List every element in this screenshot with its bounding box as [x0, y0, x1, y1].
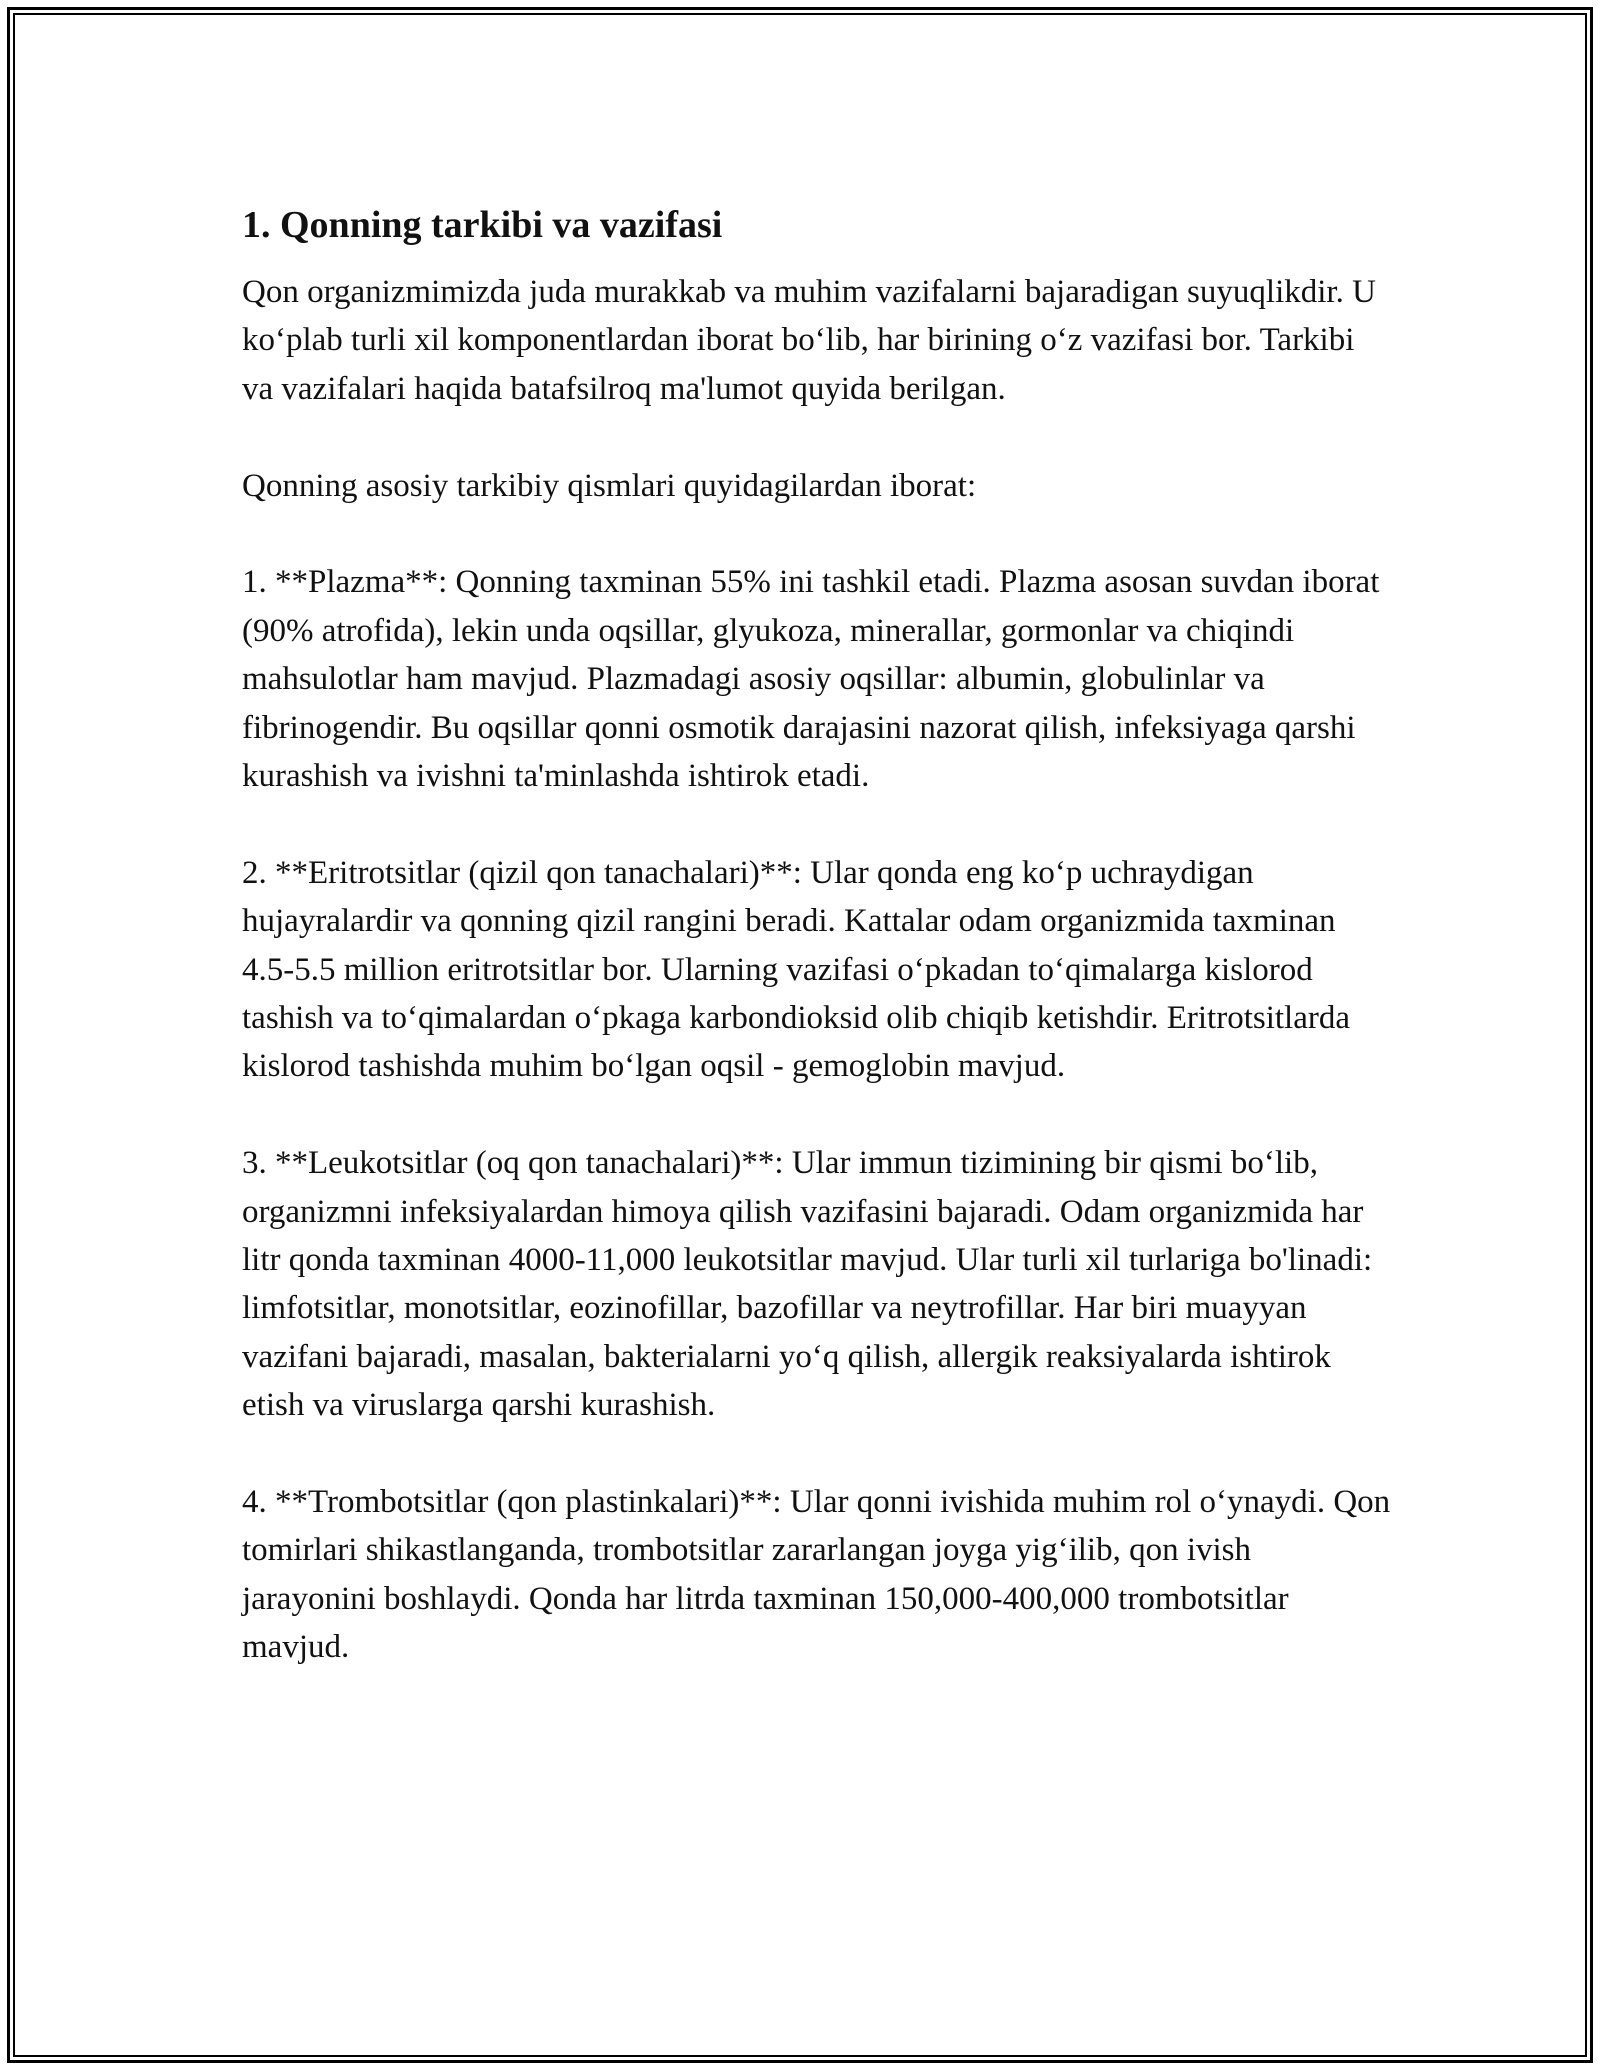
leukocytes-paragraph: 3. **Leukotsitlar (oq qon tanachalari)**: Ular immun tizimining bir qismi bo‘lib, organizmni infeksiyalardan himoya qilish vazifasini bajaradi. Odam organizmida har litr qonda taxminan 4000-11,000 leukotsitlar mavjud. Ular turli xil turlariga bo'linadi: limfotsitlar, monotsitlar, eozinofillar, bazofillar va neytrofillar. Har biri muayyan vazifani bajaradi, masalan, bakterialarni yo‘q qilish, allergik reaksiyalarda ishtirok etish va viruslarga qarshi kurashish. [242, 1145, 1373, 1424]
document-body [242, 201, 1392, 1672]
plasma-paragraph: 1. **Plazma**: Qonning taxminan 55% ini tashkil etadi. Plazma asosan suvdan iborat (90% atrofida), lekin unda oqsillar, glyukoza, minerallar, gormonlar va chiqindi mahsulotlar ham mavjud. Plazmadagi asosiy oqsillar: albumin, globulinlar va fibrinogendir. Bu oqsillar qonni osmotik darajasini nazorat qilish, infeksiyaga qarshi kurashish va ivishni ta'minlashda ishtirok etadi. [242, 564, 1380, 795]
page-border-inner [13, 13, 1587, 2057]
intro-paragraph: Qon organizmimizda juda murakkab va muhim vazifalarni bajaradigan suyuqlikdir. U ko‘plab turli xil komponentlardan iborat bo‘lib, har birining o‘z vazifasi bor. Tarkibi va vazifalari haqida batafsilroq ma'lumot quyida berilgan. [242, 274, 1376, 407]
section-heading: 1. Qonning tarkibi va vazifasi [242, 204, 723, 246]
platelets-paragraph: 4. **Trombotsitlar (qon plastinkalari)**: Ular qonni ivishida muhim rol o‘ynaydi. Qon tomirlari shikastlanganda, trombotsitlar zararlangan joyga yig‘ilib, qon ivish jarayonini boshlaydi. Qonda har litrda taxminan 150,000-400,000 trombotsitlar mavjud. [242, 1484, 1391, 1666]
components-lead-paragraph: Qonning asosiy tarkibiy qismlari quyidagilardan iborat: [242, 467, 977, 504]
page-border [7, 7, 1593, 2063]
erythrocytes-paragraph: 2. **Eritrotsitlar (qizil qon tanachalari)**: Ular qonda eng ko‘p uchraydigan hujayralardir va qonning qizil rangini beradi. Kattalar odam organizmida taxminan 4.5-5.5 million eritrotsitlar bor. Ularning vazifasi o‘pkadan to‘qimalarga kislorod tashish va to‘qimalardan o‘pkaga karbondioksid olib chiqib ketishdir. Eritrotsitlarda kislorod tashishda muhim bo‘lgan oqsil - gemoglobin mavjud. [242, 854, 1351, 1085]
